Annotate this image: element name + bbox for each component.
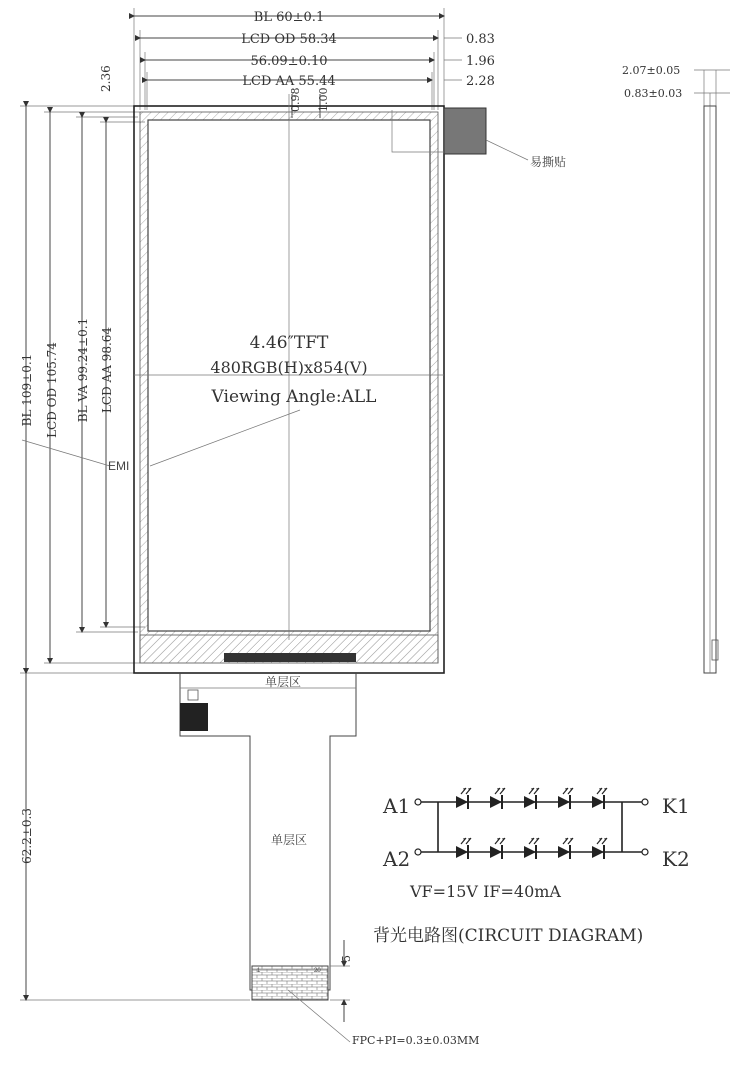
led-diode-icon — [558, 838, 573, 859]
bl-width-label: BL 60±0.1 — [253, 10, 325, 25]
led-diode-icon — [592, 838, 607, 859]
led-diode-icon — [524, 788, 539, 809]
terminal-k2-label: K2 — [662, 847, 690, 871]
offset-236-label: 2.36 — [99, 65, 113, 92]
fpc-thickness-note: FPC+PI=0.3±0.03MM — [352, 1034, 480, 1047]
circuit-title: 背光电路图(CIRCUIT DIAGRAM) — [373, 926, 644, 946]
fpc-tail-label: 5 — [340, 955, 353, 962]
terminal-k1-label: K1 — [662, 794, 690, 818]
led-row-1 — [456, 788, 607, 809]
circuit-diagram — [373, 788, 690, 946]
lcd-aa-height-label: LCD AA 98.64 — [100, 326, 114, 414]
driver-ic — [224, 653, 356, 662]
led-diode-icon — [456, 788, 471, 809]
bl-height-label: BL 109±0.1 — [20, 353, 34, 427]
small-098-label: 0.98 — [289, 87, 302, 112]
offset-196-label: 1.96 — [466, 54, 495, 69]
thickness-lcd-label: 0.83±0.03 — [624, 87, 683, 100]
bl-va-height-label: BL VA 99.24±0.1 — [76, 317, 90, 423]
lcd-od-height-label: LCD OD 105.74 — [45, 342, 59, 438]
easy-tear-label: 易撕贴 — [530, 155, 567, 169]
led-diode-icon — [558, 788, 573, 809]
fpc-length-label: 62.2±0.3 — [20, 808, 34, 864]
single-layer-label-top: 单层区 — [264, 675, 302, 689]
led-row-2 — [456, 838, 607, 859]
small-100-label: 1.00 — [317, 87, 330, 112]
pin-20-label: 20 — [314, 968, 321, 974]
top-dimensions — [99, 8, 495, 118]
emi-label: EMI — [108, 459, 130, 473]
fpc-cable — [180, 673, 479, 1047]
offset-083-label: 0.83 — [466, 32, 495, 47]
viewing-angle-label: Viewing Angle:ALL — [211, 387, 377, 407]
side-view — [622, 64, 730, 673]
pin-1-label: 1 — [257, 968, 261, 974]
easy-tear-tab — [444, 108, 486, 154]
terminal-a1-label: A1 — [383, 794, 411, 818]
circuit-params-label: VF=15V IF=40mA — [410, 882, 561, 901]
led-diode-icon — [456, 838, 471, 859]
fpc-component — [180, 703, 208, 731]
single-layer-label-mid: 单层区 — [270, 833, 308, 847]
va-width-label: 56.09±0.10 — [250, 54, 328, 69]
panel-size-label: 4.46″TFT — [249, 333, 329, 353]
thickness-total-label: 2.07±0.05 — [622, 64, 681, 77]
resolution-label: 480RGB(H)x854(V) — [210, 358, 368, 377]
terminal-a2-label: A2 — [383, 847, 411, 871]
lcd-aa-width-label: LCD AA 55.44 — [242, 74, 336, 89]
offset-228-label: 2.28 — [466, 74, 495, 89]
lcd-od-width-label: LCD OD 58.34 — [241, 32, 337, 47]
led-diode-icon — [490, 788, 505, 809]
led-diode-icon — [490, 838, 505, 859]
led-diode-icon — [524, 838, 539, 859]
led-diode-icon — [592, 788, 607, 809]
